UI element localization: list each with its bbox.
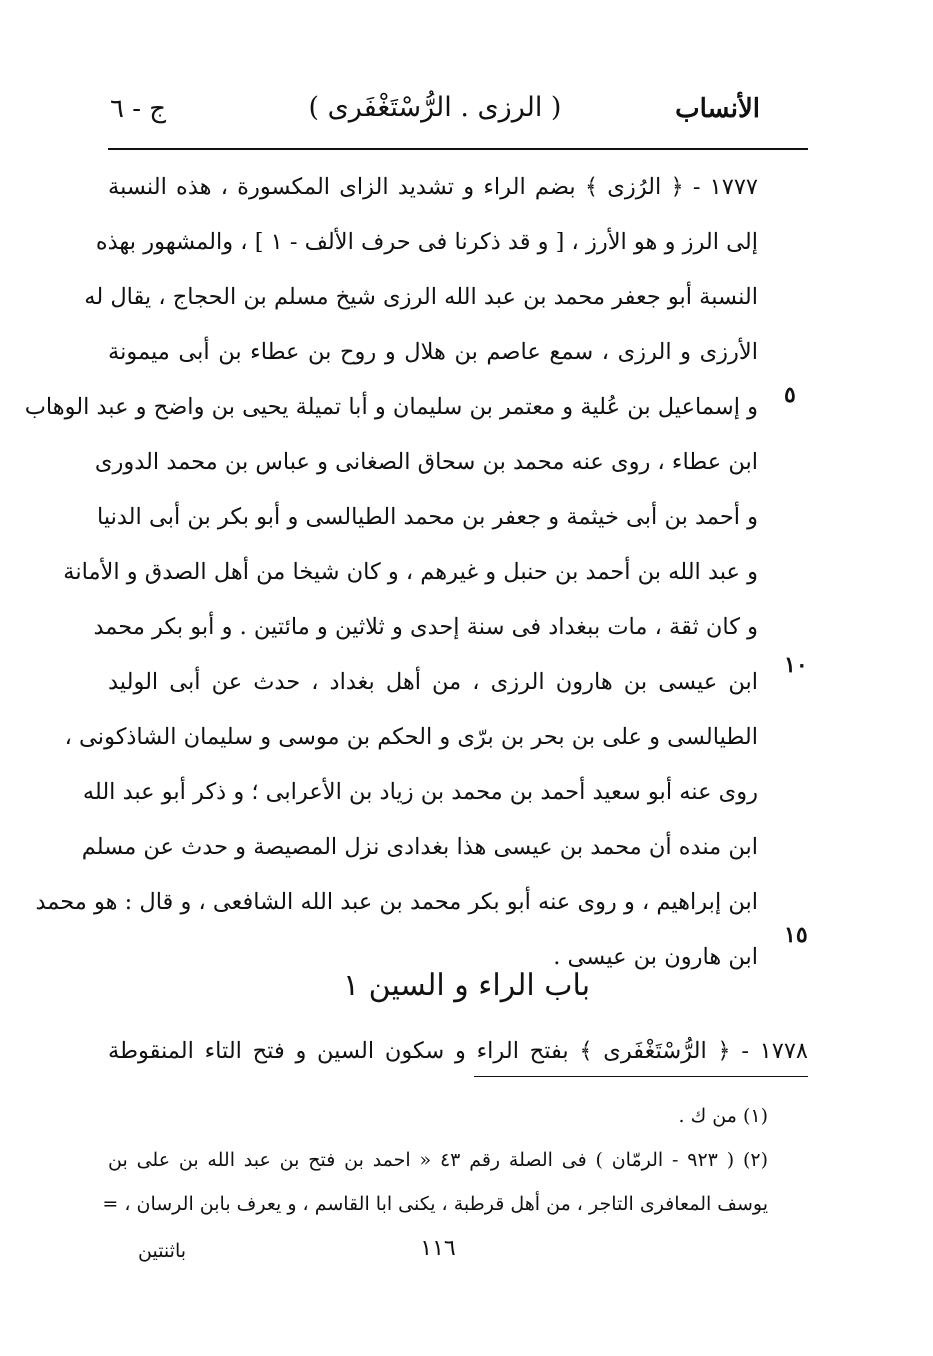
header-volume: ج - ٦ [110,94,167,124]
footnote-2-continued: يوسف المعافرى التاجر ، من أهل قرطبة ، يكنى ابا القاسم ، و يعرف بابن الرسان ، = [102,1193,768,1215]
running-header [110,86,760,136]
line-number-10: ١٠ [784,652,808,678]
section-title: باب الراء و السين ١ [342,968,591,1003]
text-line: و أحمد بن أبى خيثمة و جعفر بن محمد الطيالسى و أبو بكر بن أبى الدنيا [96,504,758,530]
page-number: ١١٦ [420,1236,456,1261]
header-section-names: ( الرزى . الرُّسْتَغْفَرى ) [308,92,562,123]
text-line: إلى الرز و هو الأرز ، [ و قد ذكرنا فى حرف الألف - ١ ] ، والمشهور بهذه [95,229,758,255]
text-line: النسبة أبو جعفر محمد بن عبد الله الرزى شيخ مسلم بن الحجاج ، يقال له [84,284,758,310]
footnote-rule [474,1076,808,1077]
page-footer [108,1236,768,1276]
header-rule [108,148,808,150]
catchword: باثنتين [138,1240,187,1262]
footnotes [102,1094,768,1226]
footnote-1: (١) من ك . [678,1105,768,1127]
text-line: و عبد الله بن أحمد بن حنبل و غيرهم ، و كان شيخا من أهل الصدق و الأمانة [63,559,758,585]
line-number-5: ٥ [784,382,796,408]
text-line: ابن إبراهيم ، و روى عنه أبو بكر محمد بن عبد الله الشافعى ، و قال : هو محمد [35,889,758,915]
entry-1778-text: ١٧٧٨ - ﴿ الرُّسْتَغْفَرى ﴾ بفتح الراء و سكون السين و فتح التاء المنقوطة [108,1038,808,1064]
text-line: ابن عطاء ، روى عنه محمد بن سحاق الصغانى و عباس بن محمد الدورى [94,449,758,475]
header-book-title: الأنساب [675,94,760,124]
text-line: ابن هارون بن عيسى . [553,944,758,970]
text-line: ابن منده أن محمد بن عيسى هذا بغدادى نزل المصيصة و حدث عن مسلم [81,834,758,860]
text-line: الطيالسى و على بن بحر بن برّى و الحكم بن موسى و سليمان الشاذكونى ، [64,724,758,750]
text-line: روى عنه أبو سعيد أحمد بن محمد بن زياد بن الأعرابى ؛ و ذكر أبو عبد الله [82,779,758,805]
text-line: و إسماعيل بن عُلية و معتمر بن سليمان و أبا تميلة يحيى بن واضح و عبد الوهاب [24,394,758,420]
footnote-2: (٢) ( ٩٢٣ - الرمّان ) فى الصلة رقم ٤٣ « احمد بن فتح بن عبد الله بن على بن [108,1149,768,1171]
line-number-15: ١٥ [784,922,808,948]
text-line: ١٧٧٧ - ﴿ الرُزى ﴾ بضم الراء و تشديد الزاى المكسورة ، هذه النسبة [108,174,758,200]
text-line: ابن عيسى بن هارون الرزى ، من أهل بغداد ، حدث عن أبى الوليد [108,669,758,695]
entry-1777-text [24,160,758,985]
text-line: و كان ثقة ، مات ببغداد فى سنة إحدى و ثلاثين و مائتين . و أبو بكر محمد [93,614,758,640]
text-line: الأرزى و الرزى ، سمع عاصم بن هلال و روح بن عطاء بن أبى ميمونة [108,339,758,365]
